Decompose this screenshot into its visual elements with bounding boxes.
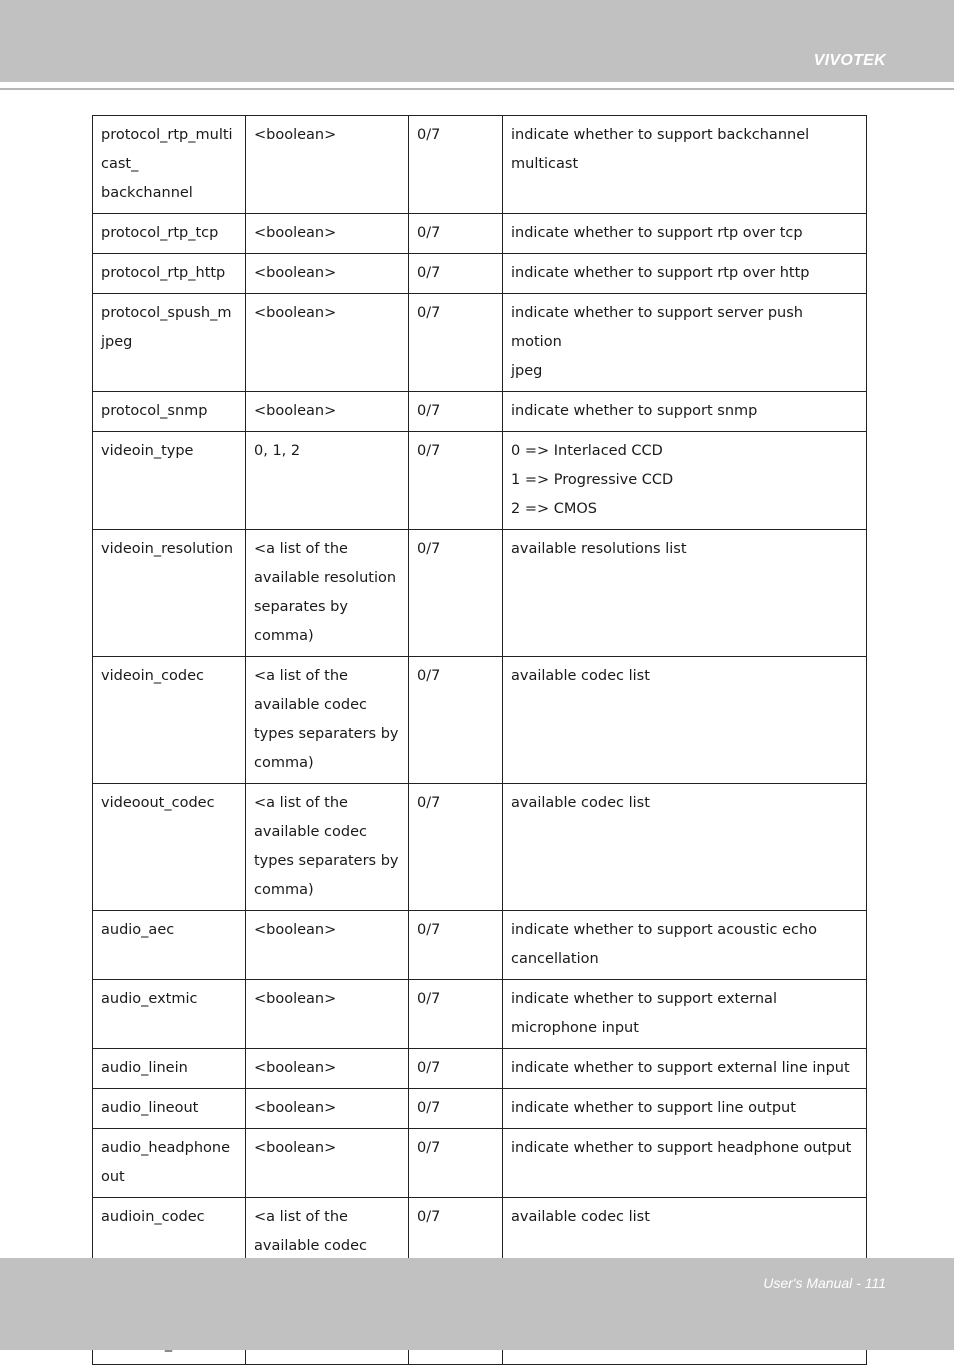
table-row xyxy=(93,784,867,911)
table-row xyxy=(93,1049,867,1089)
cell-name xyxy=(93,1089,246,1129)
cell-security xyxy=(409,1129,503,1198)
cell-name-line: protocol_snmp xyxy=(101,403,208,419)
table-row xyxy=(93,294,867,392)
cell-description-line: cancellation xyxy=(511,951,599,967)
cell-value xyxy=(246,530,409,657)
cell-name xyxy=(93,980,246,1049)
cell-security-line: 0/7 xyxy=(417,265,441,281)
cell-security xyxy=(409,1049,503,1089)
cell-description xyxy=(503,116,867,214)
cell-name xyxy=(93,294,246,392)
cell-security-line: 0/7 xyxy=(417,991,441,1007)
cell-security-line: 0/7 xyxy=(417,443,441,459)
cell-description-line: indicate whether to support headphone output xyxy=(511,1140,852,1156)
cell-name-line: backchannel xyxy=(101,185,193,201)
cell-name-line: videoin_codec xyxy=(101,668,205,684)
page-header xyxy=(0,0,954,82)
cell-description-line: indicate whether to support external xyxy=(511,991,777,1007)
cell-name-line: protocol_rtp_multi xyxy=(101,127,233,143)
cell-description xyxy=(503,432,867,530)
header-divider xyxy=(0,88,954,90)
cell-description-line: available codec list xyxy=(511,1209,650,1225)
cell-value-line: <a list of the xyxy=(254,668,348,684)
cell-security xyxy=(409,980,503,1049)
cell-name-line: videoin_type xyxy=(101,443,194,459)
table-row xyxy=(93,254,867,294)
table-row xyxy=(93,530,867,657)
table-row xyxy=(93,1089,867,1129)
cell-name-line: out xyxy=(101,1169,125,1185)
cell-name-line: protocol_rtp_tcp xyxy=(101,225,219,241)
cell-value-line: separates by xyxy=(254,599,348,615)
cell-value xyxy=(246,657,409,784)
cell-description-line: indicate whether to support rtp over http xyxy=(511,265,810,281)
table-row xyxy=(93,392,867,432)
cell-value-line: <boolean> xyxy=(254,225,337,241)
cell-security xyxy=(409,254,503,294)
cell-description xyxy=(503,980,867,1049)
cell-value xyxy=(246,392,409,432)
table-row xyxy=(93,911,867,980)
cell-security xyxy=(409,116,503,214)
cell-name-line: videoin_resolution xyxy=(101,541,234,557)
cell-name-line: protocol_rtp_http xyxy=(101,265,226,281)
cell-name xyxy=(93,254,246,294)
cell-value-line: available codec xyxy=(254,1238,367,1254)
cell-description-line: multicast xyxy=(511,156,579,172)
page-footer xyxy=(0,1258,954,1350)
cell-description-line: available resolutions list xyxy=(511,541,687,557)
table-row xyxy=(93,980,867,1049)
cell-value-line: <a list of the xyxy=(254,1209,348,1225)
cell-name-line: audio_extmic xyxy=(101,991,198,1007)
cell-name-line: cast_ xyxy=(101,156,139,172)
cell-description-line: 2 => CMOS xyxy=(511,501,597,517)
cell-name xyxy=(93,432,246,530)
cell-value-line: <a list of the xyxy=(254,795,348,811)
cell-security xyxy=(409,784,503,911)
cell-name-line: audio_lineout xyxy=(101,1100,199,1116)
cell-description-line: indicate whether to support line output xyxy=(511,1100,796,1116)
cell-security-line: 0/7 xyxy=(417,127,441,143)
cell-security-line: 0/7 xyxy=(417,541,441,557)
cell-description xyxy=(503,657,867,784)
table-row xyxy=(93,657,867,784)
cell-value xyxy=(246,911,409,980)
table-row xyxy=(93,1129,867,1198)
cell-description xyxy=(503,530,867,657)
cell-value-line: <a list of the xyxy=(254,541,348,557)
cell-value-line: types separaters by xyxy=(254,726,399,742)
cell-value-line: available codec xyxy=(254,824,367,840)
cell-security-line: 0/7 xyxy=(417,668,441,684)
brand-logo-text: VIVOTEK xyxy=(813,52,886,69)
cell-name-line: audio_aec xyxy=(101,922,175,938)
cell-value xyxy=(246,214,409,254)
cell-name xyxy=(93,530,246,657)
cell-security-line: 0/7 xyxy=(417,1209,441,1225)
cell-security-line: 0/7 xyxy=(417,225,441,241)
cell-value xyxy=(246,294,409,392)
cell-description xyxy=(503,254,867,294)
cell-value-line: comma) xyxy=(254,628,314,644)
cell-value-line: available codec xyxy=(254,697,367,713)
cell-name-line: videoout_codec xyxy=(101,795,215,811)
cell-security-line: 0/7 xyxy=(417,1060,441,1076)
cell-value xyxy=(246,1129,409,1198)
parameter-table-body xyxy=(93,116,867,1365)
cell-description xyxy=(503,392,867,432)
cell-value xyxy=(246,254,409,294)
cell-description-line: available codec list xyxy=(511,795,650,811)
cell-name-line: audio_headphone xyxy=(101,1140,231,1156)
cell-value-line: <boolean> xyxy=(254,922,337,938)
cell-value-line: comma) xyxy=(254,755,314,771)
cell-security xyxy=(409,657,503,784)
cell-description xyxy=(503,1089,867,1129)
cell-value-line: <boolean> xyxy=(254,1060,337,1076)
table-row xyxy=(93,214,867,254)
cell-value xyxy=(246,432,409,530)
cell-security xyxy=(409,1089,503,1129)
cell-value xyxy=(246,116,409,214)
cell-description-line: indicate whether to support external line input xyxy=(511,1060,850,1076)
cell-value-line: comma) xyxy=(254,882,314,898)
cell-description-line: microphone input xyxy=(511,1020,639,1036)
cell-description-line: indicate whether to support acoustic echo xyxy=(511,922,818,938)
cell-security-line: 0/7 xyxy=(417,1140,441,1156)
cell-name-line: audioin_codec xyxy=(101,1209,205,1225)
cell-security-line: 0/7 xyxy=(417,305,441,321)
page-number-label: User's Manual - 111 xyxy=(763,1275,886,1291)
cell-description-line: indicate whether to support snmp xyxy=(511,403,758,419)
cell-value xyxy=(246,784,409,911)
cell-description-line: 1 => Progressive CCD xyxy=(511,472,674,488)
cell-description-line: indicate whether to support backchannel xyxy=(511,127,810,143)
cell-value-line: 0, 1, 2 xyxy=(254,443,301,459)
cell-value xyxy=(246,1089,409,1129)
cell-name xyxy=(93,657,246,784)
cell-security xyxy=(409,294,503,392)
cell-name xyxy=(93,1049,246,1089)
cell-name-line: protocol_spush_m xyxy=(101,305,232,321)
cell-security xyxy=(409,214,503,254)
cell-value xyxy=(246,1049,409,1089)
cell-name xyxy=(93,911,246,980)
cell-description xyxy=(503,1129,867,1198)
cell-security xyxy=(409,432,503,530)
cell-description xyxy=(503,294,867,392)
cell-value xyxy=(246,980,409,1049)
cell-name xyxy=(93,1129,246,1198)
cell-value-line: <boolean> xyxy=(254,1100,337,1116)
cell-description-line: available codec list xyxy=(511,668,650,684)
cell-security-line: 0/7 xyxy=(417,795,441,811)
cell-security-line: 0/7 xyxy=(417,922,441,938)
table-row xyxy=(93,116,867,214)
cell-name xyxy=(93,214,246,254)
cell-name xyxy=(93,392,246,432)
cell-security-line: 0/7 xyxy=(417,403,441,419)
cell-security xyxy=(409,392,503,432)
cell-description xyxy=(503,1049,867,1089)
cell-description xyxy=(503,214,867,254)
cell-value-line: <boolean> xyxy=(254,265,337,281)
cell-name xyxy=(93,784,246,911)
cell-value-line: types separaters by xyxy=(254,853,399,869)
cell-security xyxy=(409,911,503,980)
cell-security-line: 0/7 xyxy=(417,1100,441,1116)
cell-value-line: available resolution xyxy=(254,570,397,586)
cell-description-line: 0 => Interlaced CCD xyxy=(511,443,663,459)
cell-description xyxy=(503,911,867,980)
cell-value-line: <boolean> xyxy=(254,991,337,1007)
cell-description-line: indicate whether to support server push motion xyxy=(511,305,803,350)
cell-value-line: <boolean> xyxy=(254,403,337,419)
cell-description-line: indicate whether to support rtp over tcp xyxy=(511,225,803,241)
cell-description-line: jpeg xyxy=(511,363,543,379)
cell-name xyxy=(93,116,246,214)
cell-name-line: audio_linein xyxy=(101,1060,188,1076)
cell-name-line: jpeg xyxy=(101,334,133,350)
cell-description xyxy=(503,784,867,911)
parameter-table xyxy=(92,115,867,1365)
cell-value-line: <boolean> xyxy=(254,305,337,321)
table-row xyxy=(93,432,867,530)
cell-value-line: <boolean> xyxy=(254,1140,337,1156)
cell-value-line: <boolean> xyxy=(254,127,337,143)
cell-security xyxy=(409,530,503,657)
